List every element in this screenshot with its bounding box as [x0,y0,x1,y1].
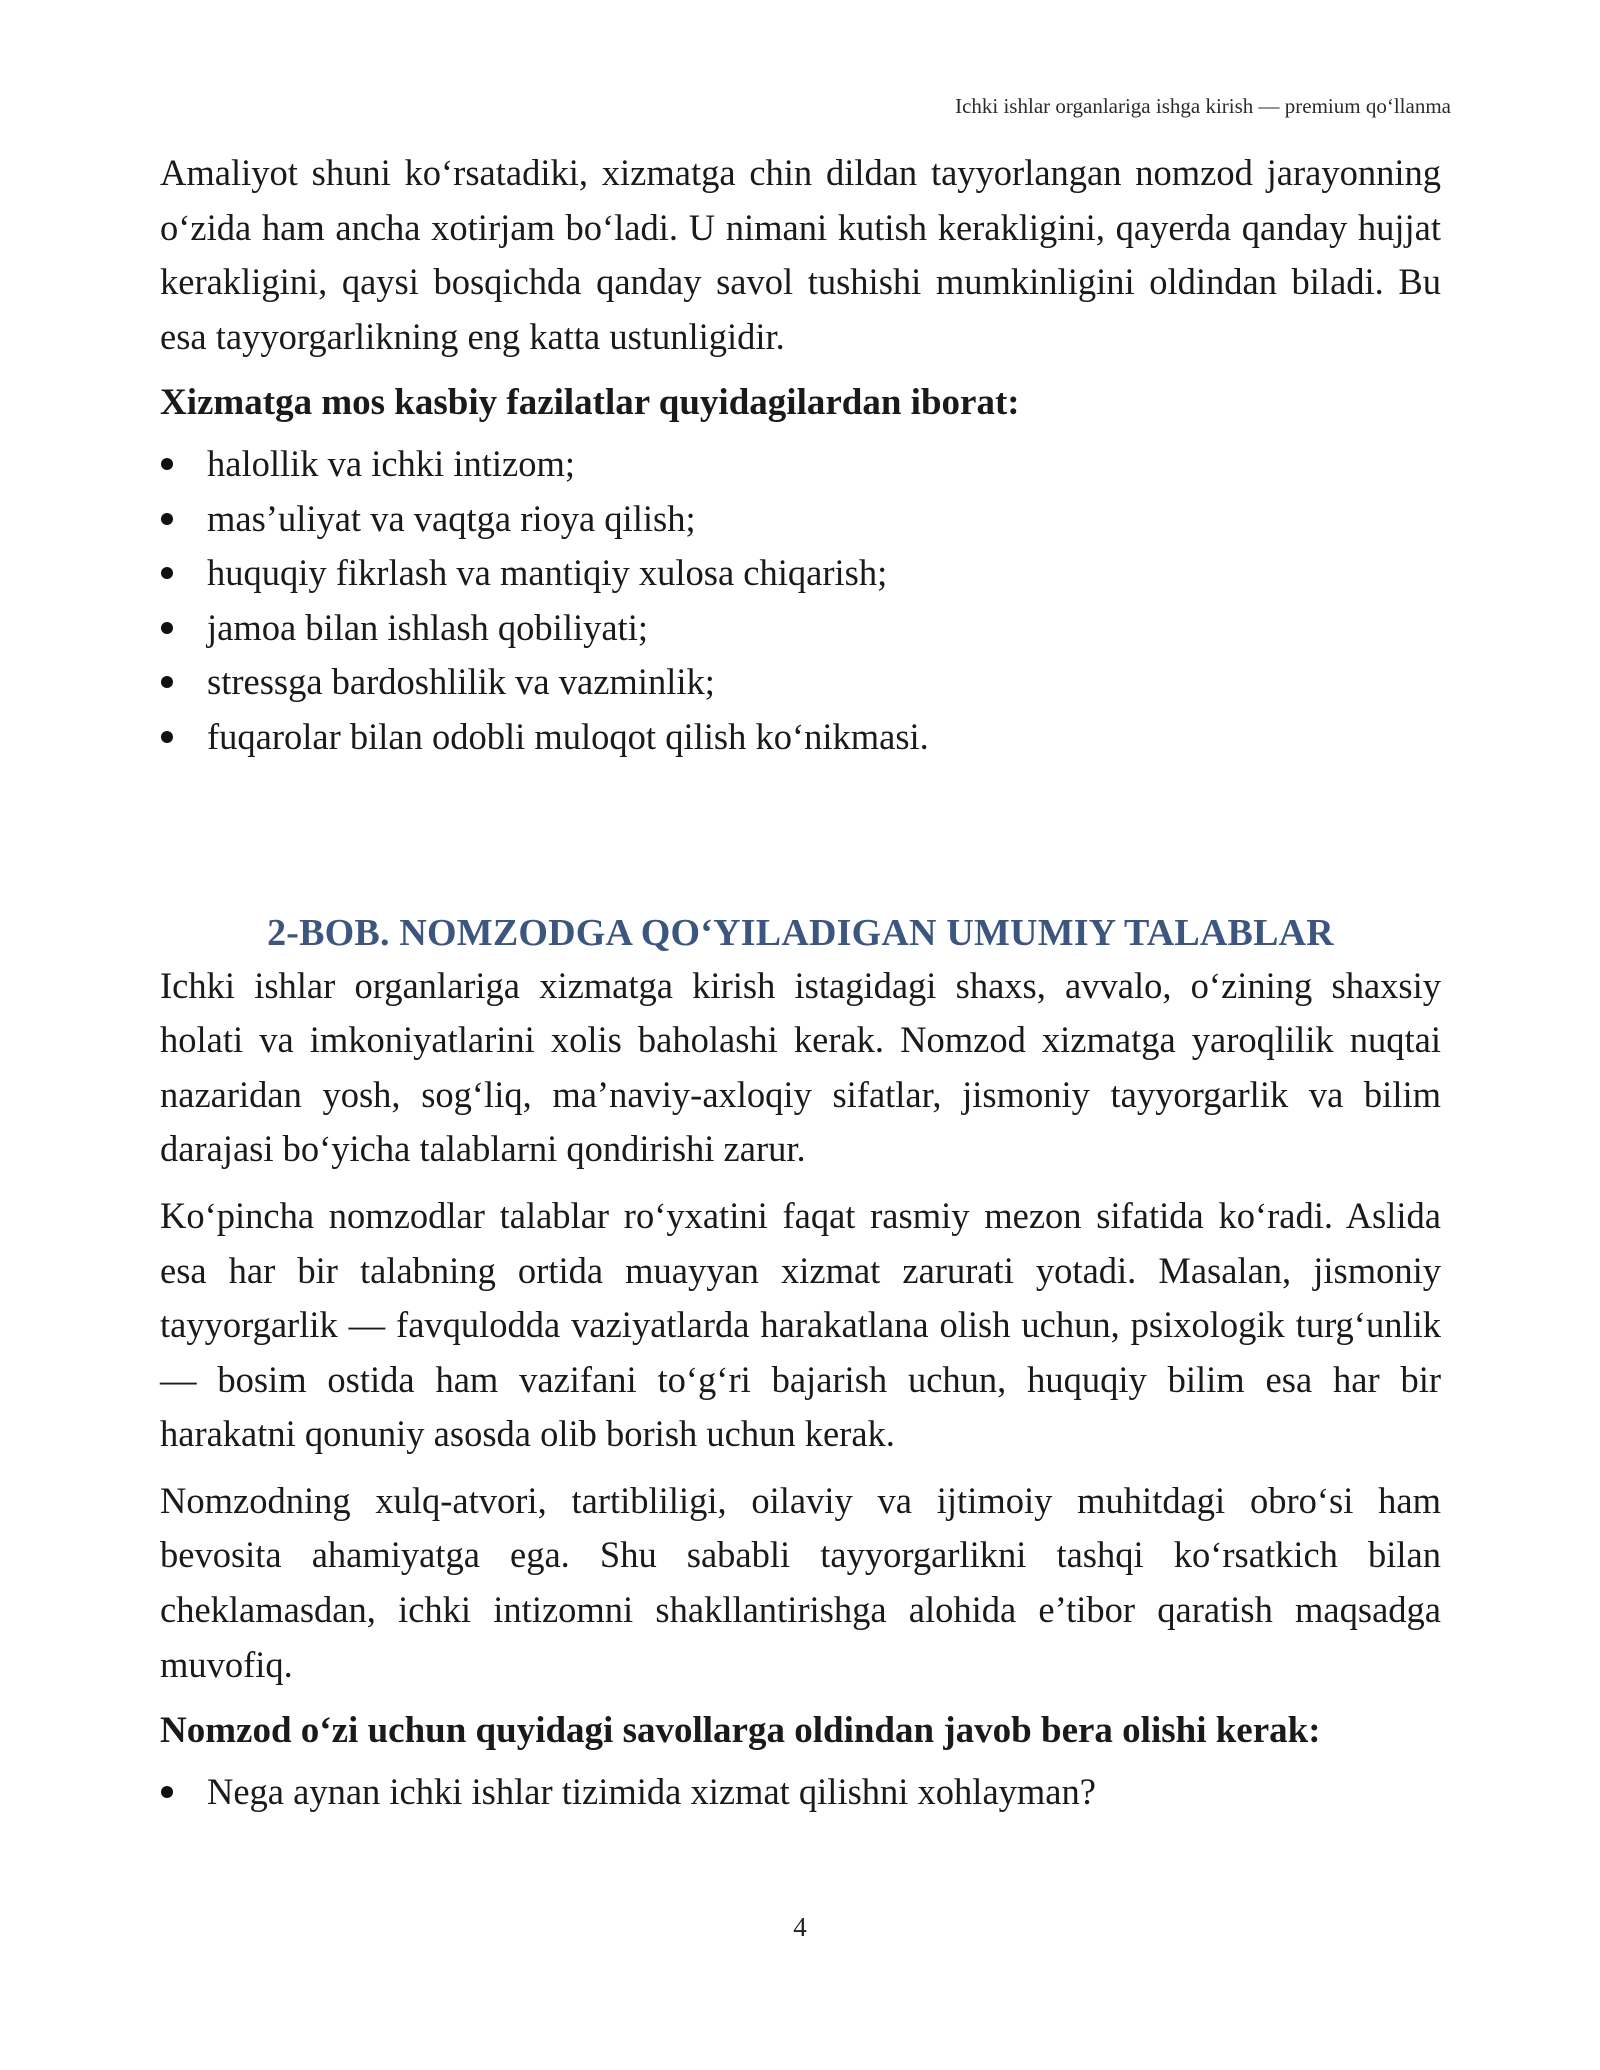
list-item-text: huquqiy fikrlash va mantiqiy xulosa chiqarish; [207,552,888,594]
list-item-text: mas’uliyat va vaqtga rioya qilish; [207,497,696,539]
chapter-paragraph: Nomzodning xulq-atvori, tartibliligi, oilaviy va ijtimoiy muhitdagi obro‘si ham bevosita ahamiyatga ega. Shu sababli tayyorgarlikni tashqi ko‘rsatkich bilan cheklamasdan, ichki intizomni shakllantirishga alohida e’tibor qaratish maqsadga muvofiq. [160,1479,1441,1685]
list-item [160,1765,1441,1820]
list-item [160,437,1441,492]
bullet-icon [161,1786,173,1798]
list-item [160,601,1441,656]
list-item [160,655,1441,710]
page-content [160,146,1441,1819]
list-item-text: Nega aynan ichki ishlar tizimida xizmat qilishni xohlayman? [207,1770,1096,1812]
chapter-paragraph: Ichki ishlar organlariga xizmatga kirish istagidagi shaxs, avvalo, o‘zining shaxsiy holati va imkoniyatlarini xolis baholashi kerak. Nomzod xizmatga yaroqlilik nuqtai nazaridan yosh, sog‘liq, ma’naviy-axloqiy sifatlar, jismoniy tayyorgarlik va bilim darajasi bo‘yicha talablarni qondirishi zarur. [160,964,1441,1170]
list-item [160,492,1441,547]
list-item-text: halollik va ichki intizom; [207,442,575,484]
list-item-text: fuqarolar bilan odobli muloqot qilish ko‘nikmasi. [207,715,929,757]
intro-paragraph: Amaliyot shuni ko‘rsatadiki, xizmatga chin dildan tayyorlangan nomzod jarayonning o‘zida ham ancha xotirjam bo‘ladi. U nimani kutish kerakligini, qayerda qanday hujjat kerakligini, qaysi bosqichda qanday savol tushishi mumkinligini oldindan biladi. Bu esa tayyorgarlikning eng katta ustunligidir. [160,152,1441,357]
bullet-icon [161,567,173,579]
list-item [160,546,1441,601]
list-item-text: jamoa bilan ishlash qobiliyati; [207,606,648,648]
chapter-heading: 2-BOB. NOMZODGA QO‘YILADIGAN UMUMIY TALABLAR [267,911,1334,954]
bullet-icon [161,731,173,743]
questions-lead: Nomzod o‘zi uchun quyidagi savollarga oldindan javob bera olishi kerak: [160,1710,1321,1752]
page-number: 4 [793,1912,807,1942]
qualities-list [160,437,1441,765]
list-item-text: stressga bardoshlilik va vazminlik; [207,661,715,703]
list-item [160,710,1441,765]
chapter-paragraph: Ko‘pincha nomzodlar talablar ro‘yxatini faqat rasmiy mezon sifatida ko‘radi. Aslida esa har bir talabning ortida muayyan xizmat zarurati yotadi. Masalan, jismoniy tayyorgarlik — favqulodda vaziyatlarda harakatlana olish uchun, psixologik turg‘unlik — bosim ostida ham vazifani to‘g‘ri bajarish uchun, huquqiy bilim esa har bir harakatni qonuniy asosda olib borish uchun kerak. [160,1194,1441,1455]
qualities-lead: Xizmatga mos kasbiy fazilatlar quyidagilardan iborat: [160,382,1020,424]
bullet-icon [161,676,173,688]
questions-list [160,1765,1441,1820]
bullet-icon [161,458,173,470]
running-header: Ichki ishlar organlariga ishga kirish — premium qo‘llanma [955,94,1451,118]
bullet-icon [161,622,173,634]
bullet-icon [161,513,173,525]
